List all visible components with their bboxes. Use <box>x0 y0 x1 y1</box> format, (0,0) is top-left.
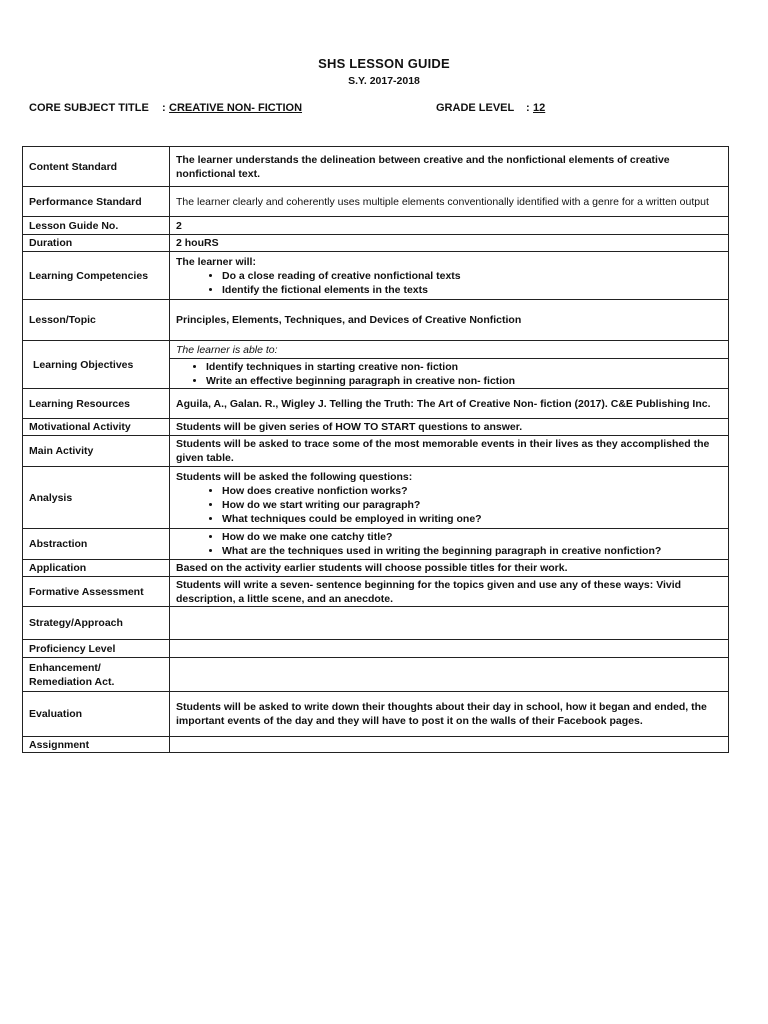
learning-competencies-intro: The learner will: <box>176 255 256 268</box>
motivational-activity-value: Students will be given series of HOW TO START questions to answer. <box>170 419 729 436</box>
duration-value: 2 houRS <box>170 235 729 252</box>
strategy-label: Strategy/Approach <box>23 607 170 640</box>
table-row <box>23 577 729 607</box>
table-row <box>23 217 729 235</box>
table-row <box>23 252 729 300</box>
table-row <box>23 341 729 359</box>
formative-assessment-value: Students will write a seven- sentence beginning for the topics given and use any of these ways: Vivid description, a little scene, and an anecdote. <box>170 577 729 607</box>
table-row <box>23 640 729 658</box>
list-item: • How do we make one catchy title? <box>222 530 722 544</box>
table-row <box>23 467 729 529</box>
learning-objectives-list <box>176 360 722 388</box>
grade-level-value: 12 <box>533 102 546 114</box>
learning-competencies-value <box>170 252 729 300</box>
assignment-label: Assignment <box>23 737 170 753</box>
formative-assessment-label: Formative Assessment <box>23 577 170 607</box>
analysis-list <box>176 484 722 526</box>
content-standard-value: The learner understands the delineation between creative and the nonfictional elements of creative nonfictional text. <box>170 147 729 187</box>
analysis-label: Analysis <box>23 467 170 529</box>
list-item: • How does creative nonfiction works? <box>222 484 722 498</box>
core-subject-label: CORE SUBJECT TITLE <box>29 102 149 114</box>
school-year: S.Y. 2017-2018 <box>348 75 420 87</box>
enhancement-label: Enhancement/ Remediation Act. <box>23 658 170 692</box>
duration-label: Duration <box>23 235 170 252</box>
lesson-guide-no-value: 2 <box>170 217 729 235</box>
table-row <box>23 658 729 692</box>
table-row <box>23 300 729 341</box>
table-row <box>23 529 729 560</box>
list-item: • Do a close reading of creative nonfictional texts <box>222 269 722 283</box>
learning-resources-label: Learning Resources <box>23 389 170 419</box>
table-row <box>23 419 729 436</box>
table-row <box>23 692 729 737</box>
list-item: • Write an effective beginning paragraph in creative non- fiction <box>206 374 722 388</box>
content-standard-label: Content Standard <box>23 147 170 187</box>
table-row <box>23 436 729 467</box>
page-title: SHS LESSON GUIDE <box>318 56 450 71</box>
application-value: Based on the activity earlier students will choose possible titles for their work. <box>170 560 729 577</box>
performance-standard-label: Performance Standard <box>23 187 170 217</box>
performance-standard-value: The learner clearly and coherently uses multiple elements conventionally identified with a genre for a written output <box>170 187 729 217</box>
analysis-intro: Students will be asked the following questions: <box>176 470 413 483</box>
learning-competencies-list <box>176 269 722 297</box>
list-item: • Identify the fictional elements in the texts <box>222 283 722 297</box>
application-label: Application <box>23 560 170 577</box>
learning-objectives-value <box>170 359 729 389</box>
grade-level-colon: : <box>526 102 530 114</box>
learning-objectives-intro: The learner is able to: <box>170 341 729 359</box>
core-subject-colon: : <box>162 102 166 114</box>
table-row <box>23 147 729 187</box>
table-row <box>23 607 729 640</box>
assignment-value <box>170 737 729 753</box>
table-row <box>23 389 729 419</box>
evaluation-value: Students will be asked to write down their thoughts about their day in school, how it began and ended, the important events of the day and they will have to post it on the walls of their Facebook pages. <box>170 692 729 737</box>
lesson-topic-value: Principles, Elements, Techniques, and Devices of Creative Nonfiction <box>170 300 729 341</box>
lesson-guide-no-label: Lesson Guide No. <box>23 217 170 235</box>
proficiency-level-label: Proficiency Level <box>23 640 170 658</box>
enhancement-value <box>170 658 729 692</box>
abstraction-list <box>176 530 722 558</box>
evaluation-label: Evaluation <box>23 692 170 737</box>
list-item: • How do we start writing our paragraph? <box>222 498 722 512</box>
abstraction-value <box>170 529 729 560</box>
abstraction-label: Abstraction <box>23 529 170 560</box>
main-activity-value: Students will be asked to trace some of the most memorable events in their lives as they accomplished the given table. <box>170 436 729 467</box>
proficiency-level-value <box>170 640 729 658</box>
analysis-value <box>170 467 729 529</box>
table-row <box>23 737 729 753</box>
lesson-topic-label: Lesson/Topic <box>23 300 170 341</box>
table-row <box>23 235 729 252</box>
learning-resources-value: Aguila, A., Galan. R., Wigley J. Telling the Truth: The Art of Creative Non- fiction (2017). C&E Publishing Inc. <box>170 389 729 419</box>
lesson-guide-table <box>22 146 729 753</box>
table-row <box>23 187 729 217</box>
list-item: • What techniques could be employed in writing one? <box>222 512 722 526</box>
list-item: • What are the techniques used in writing the beginning paragraph in creative nonfiction? <box>222 544 722 558</box>
table-row <box>23 560 729 577</box>
learning-objectives-label: Learning Objectives <box>23 341 170 389</box>
motivational-activity-label: Motivational Activity <box>23 419 170 436</box>
core-subject-value: CREATIVE NON- FICTION <box>169 102 303 114</box>
learning-competencies-label: Learning Competencies <box>23 252 170 300</box>
strategy-value <box>170 607 729 640</box>
main-activity-label: Main Activity <box>23 436 170 467</box>
grade-level-label: GRADE LEVEL <box>436 102 515 114</box>
list-item: • Identify techniques in starting creative non- fiction <box>206 360 722 374</box>
